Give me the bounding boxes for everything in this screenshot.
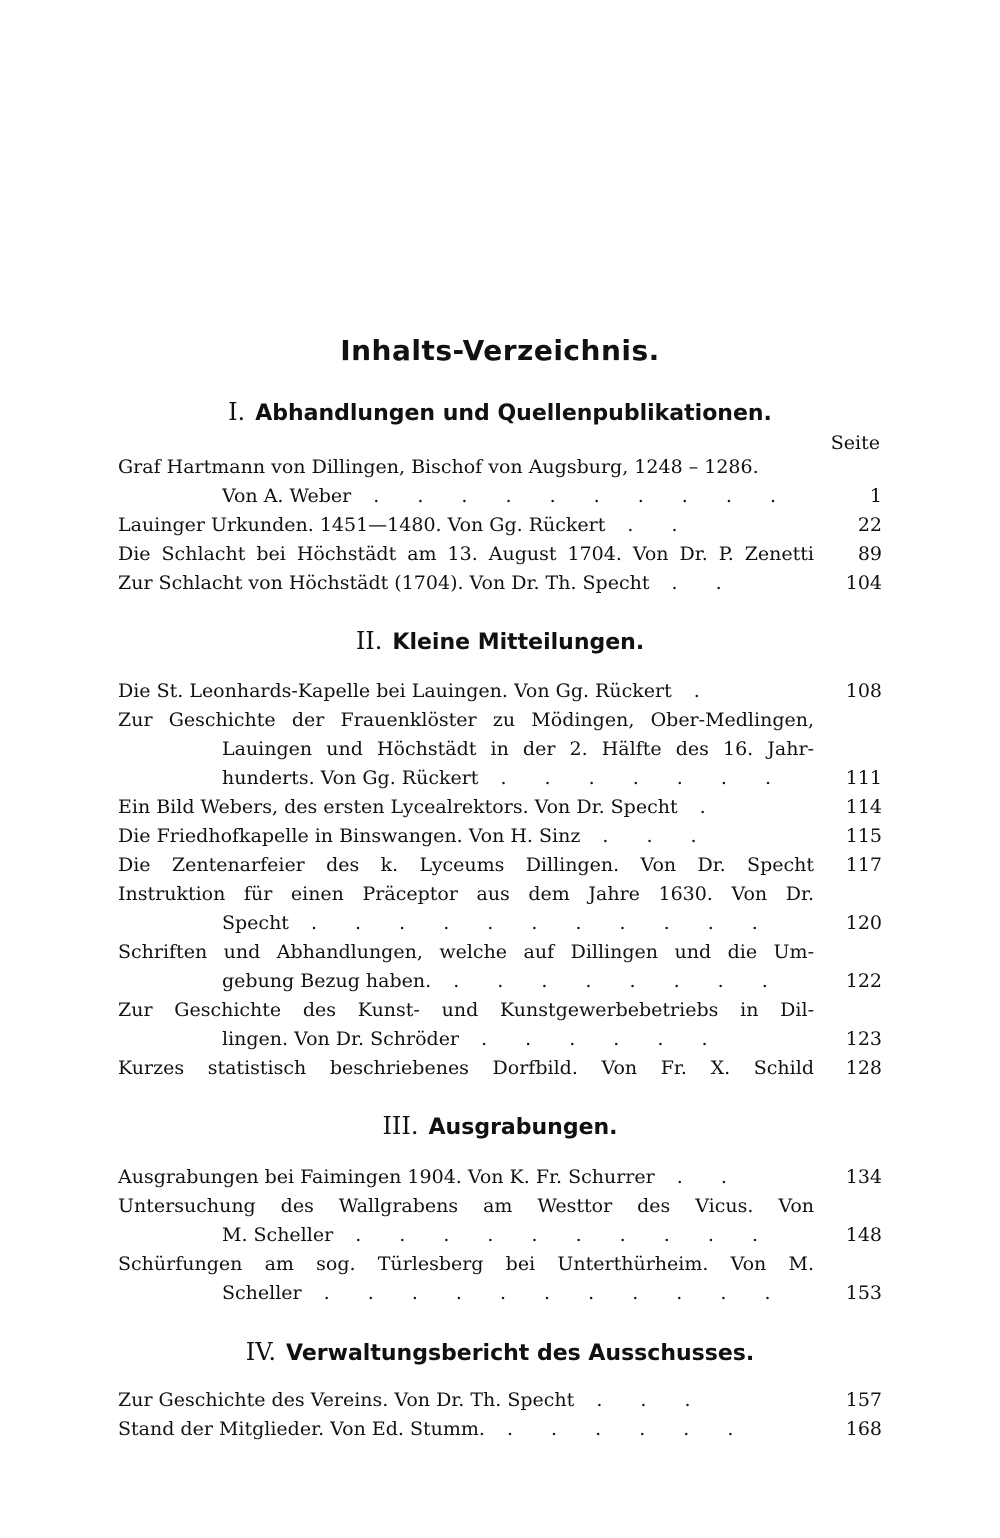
toc-entry xyxy=(222,967,882,996)
toc-page-number: 117 xyxy=(845,854,882,876)
dot-leader: . . . . . . . . xyxy=(431,970,784,992)
toc-entry xyxy=(118,1163,882,1192)
dot-leader: . . . . . . xyxy=(459,1028,724,1050)
toc-entry xyxy=(222,735,882,764)
dot-leader: . . xyxy=(605,514,694,536)
toc-entry-text: Zur Geschichte des Vereins. Von Dr. Th. Specht . . . xyxy=(118,1389,707,1411)
toc-page-number: 22 xyxy=(857,514,882,536)
toc-entry-text: Lauinger Urkunden. 1451—1480. Von Gg. Rückert . . xyxy=(118,514,694,536)
toc-page-number: 153 xyxy=(845,1282,882,1304)
toc-entry xyxy=(118,1386,882,1415)
toc-entry xyxy=(222,909,882,938)
section-heading-4 xyxy=(0,1338,1000,1366)
toc-entry-text: Lauingen und Höchstädt in der 2. Hälfte des 16. Jahr- xyxy=(222,738,814,760)
toc-entry-text: Graf Hartmann von Dillingen, Bischof von Augsburg, 1248 – 1286. xyxy=(118,456,759,478)
toc-entry-text: Ausgrabungen bei Faimingen 1904. Von K. Fr. Schurrer . . xyxy=(118,1166,743,1188)
dot-leader: . . . . . . xyxy=(484,1418,750,1440)
toc-entry xyxy=(222,764,882,793)
page-title: Inhalts-Verzeichnis. xyxy=(340,334,660,367)
toc-page-number: 108 xyxy=(845,680,882,702)
dot-leader: . . . . . . . . . . xyxy=(333,1224,774,1246)
toc-page-number: 134 xyxy=(845,1166,882,1188)
toc-page-number: 114 xyxy=(845,796,882,818)
section-title: Ausgrabungen. xyxy=(428,1115,618,1140)
toc-entry-text: Scheller . . . . . . . . . . . xyxy=(222,1282,787,1304)
dot-leader: . . . . . . . . . . . xyxy=(301,1282,787,1304)
toc-entry-text: Die Zentenarfeier des k. Lyceums Dillingen. Von Dr. Specht xyxy=(118,854,814,876)
dot-leader: . xyxy=(671,680,716,702)
toc-entry-text: Schriften und Abhandlungen, welche auf Dillingen und die Um- xyxy=(118,941,814,963)
dot-leader: . . . . . . . . . . xyxy=(351,485,793,507)
dot-leader: . . . xyxy=(580,825,713,847)
toc-entry xyxy=(118,822,882,851)
toc-entry-text: Die St. Leonhards-Kapelle bei Lauingen. Von Gg. Rückert . xyxy=(118,680,716,702)
toc-entry xyxy=(118,1415,882,1444)
toc-page-number: 1 xyxy=(869,485,882,507)
toc-page-number: 128 xyxy=(845,1057,882,1079)
toc-entry-text: Die Schlacht bei Höchstädt am 13. August 1704. Von Dr. P. Zenetti xyxy=(118,543,814,565)
toc-entry-text: Zur Geschichte des Kunst- und Kunstgewerbebetriebs in Dil- xyxy=(118,999,814,1021)
dot-leader: . . xyxy=(649,572,738,594)
section-title: Abhandlungen und Quellenpublikationen. xyxy=(255,401,772,426)
section-number: II. xyxy=(355,627,383,655)
toc-entry-text: Untersuchung des Wallgrabens am Westtor des Vicus. Von xyxy=(118,1195,814,1217)
toc-entry xyxy=(222,482,882,511)
toc-entry-text: hunderts. Von Gg. Rückert . . . . . . . xyxy=(222,767,787,789)
toc-entry-text: Stand der Mitglieder. Von Ed. Stumm. . . . . . . xyxy=(118,1418,750,1440)
toc-page-number: 89 xyxy=(857,543,882,565)
toc-entry-text: Instruktion für einen Präceptor aus dem Jahre 1630. Von Dr. xyxy=(118,883,814,905)
dot-leader: . xyxy=(677,796,722,818)
toc-page-number: 122 xyxy=(845,970,882,992)
toc-page-number: 104 xyxy=(845,572,882,594)
section-title: Kleine Mitteilungen. xyxy=(392,630,645,655)
toc-entry xyxy=(118,453,882,482)
toc-entry xyxy=(118,677,882,706)
toc-entry xyxy=(118,938,882,967)
toc-entry xyxy=(118,511,882,540)
toc-entry xyxy=(118,793,882,822)
toc-entry xyxy=(222,1279,882,1308)
toc-entry xyxy=(222,1025,882,1054)
toc-entry-text: gebung Bezug haben. . . . . . . . . xyxy=(222,970,784,992)
toc-page-number: 111 xyxy=(845,767,882,789)
dot-leader: . . xyxy=(654,1166,743,1188)
toc-page-number: 168 xyxy=(845,1418,882,1440)
toc-entry xyxy=(118,706,882,735)
section-number: III. xyxy=(382,1112,419,1140)
toc-entry xyxy=(118,880,882,909)
toc-entry xyxy=(118,996,882,1025)
dot-leader: . . . . . . . . . . . xyxy=(288,912,774,934)
toc-entry-text: lingen. Von Dr. Schröder . . . . . . xyxy=(222,1028,724,1050)
section-title: Verwaltungsbericht des Ausschusses. xyxy=(286,1341,755,1366)
toc-entry-text: Zur Geschichte der Frauenklöster zu Mödingen, Ober-Medlingen, xyxy=(118,709,814,731)
toc-page-number: 120 xyxy=(845,912,882,934)
toc-entry-text: Von A. Weber . . . . . . . . . . xyxy=(222,485,793,507)
dot-leader: . . . xyxy=(574,1389,707,1411)
toc-entry xyxy=(118,540,882,569)
toc-entry-text: Ein Bild Webers, des ersten Lycealrektors. Von Dr. Specht . xyxy=(118,796,722,818)
toc-page-number: 157 xyxy=(845,1389,882,1411)
section-heading-2 xyxy=(0,627,1000,655)
section-number: I. xyxy=(228,398,246,426)
toc-entry-text: Zur Schlacht von Höchstädt (1704). Von Dr. Th. Specht . . xyxy=(118,572,738,594)
toc-entry xyxy=(118,1250,882,1279)
toc-entry xyxy=(118,851,882,880)
section-heading-3 xyxy=(0,1112,1000,1140)
toc-entry-text: Specht . . . . . . . . . . . xyxy=(222,912,774,934)
toc-entry-text: M. Scheller . . . . . . . . . . xyxy=(222,1224,774,1246)
toc-page-number: 148 xyxy=(845,1224,882,1246)
dot-leader: . . . . . . . xyxy=(478,767,787,789)
toc-entry-text: Schürfungen am sog. Türlesberg bei Unterthürheim. Von M. xyxy=(118,1253,814,1275)
section-number: IV. xyxy=(245,1338,277,1366)
toc-entry-text: Kurzes statistisch beschriebenes Dorfbild. Von Fr. X. Schild xyxy=(118,1057,814,1079)
page-column-label: Seite xyxy=(830,432,880,454)
toc-page-number: 123 xyxy=(845,1028,882,1050)
section-heading-1 xyxy=(0,398,1000,426)
toc-page-number: 115 xyxy=(845,825,882,847)
toc-entry xyxy=(118,1192,882,1221)
toc-entry xyxy=(222,1221,882,1250)
toc-entry-text: Die Friedhofkapelle in Binswangen. Von H. Sinz . . . xyxy=(118,825,713,847)
toc-entry xyxy=(118,569,882,598)
toc-entry xyxy=(118,1054,882,1083)
